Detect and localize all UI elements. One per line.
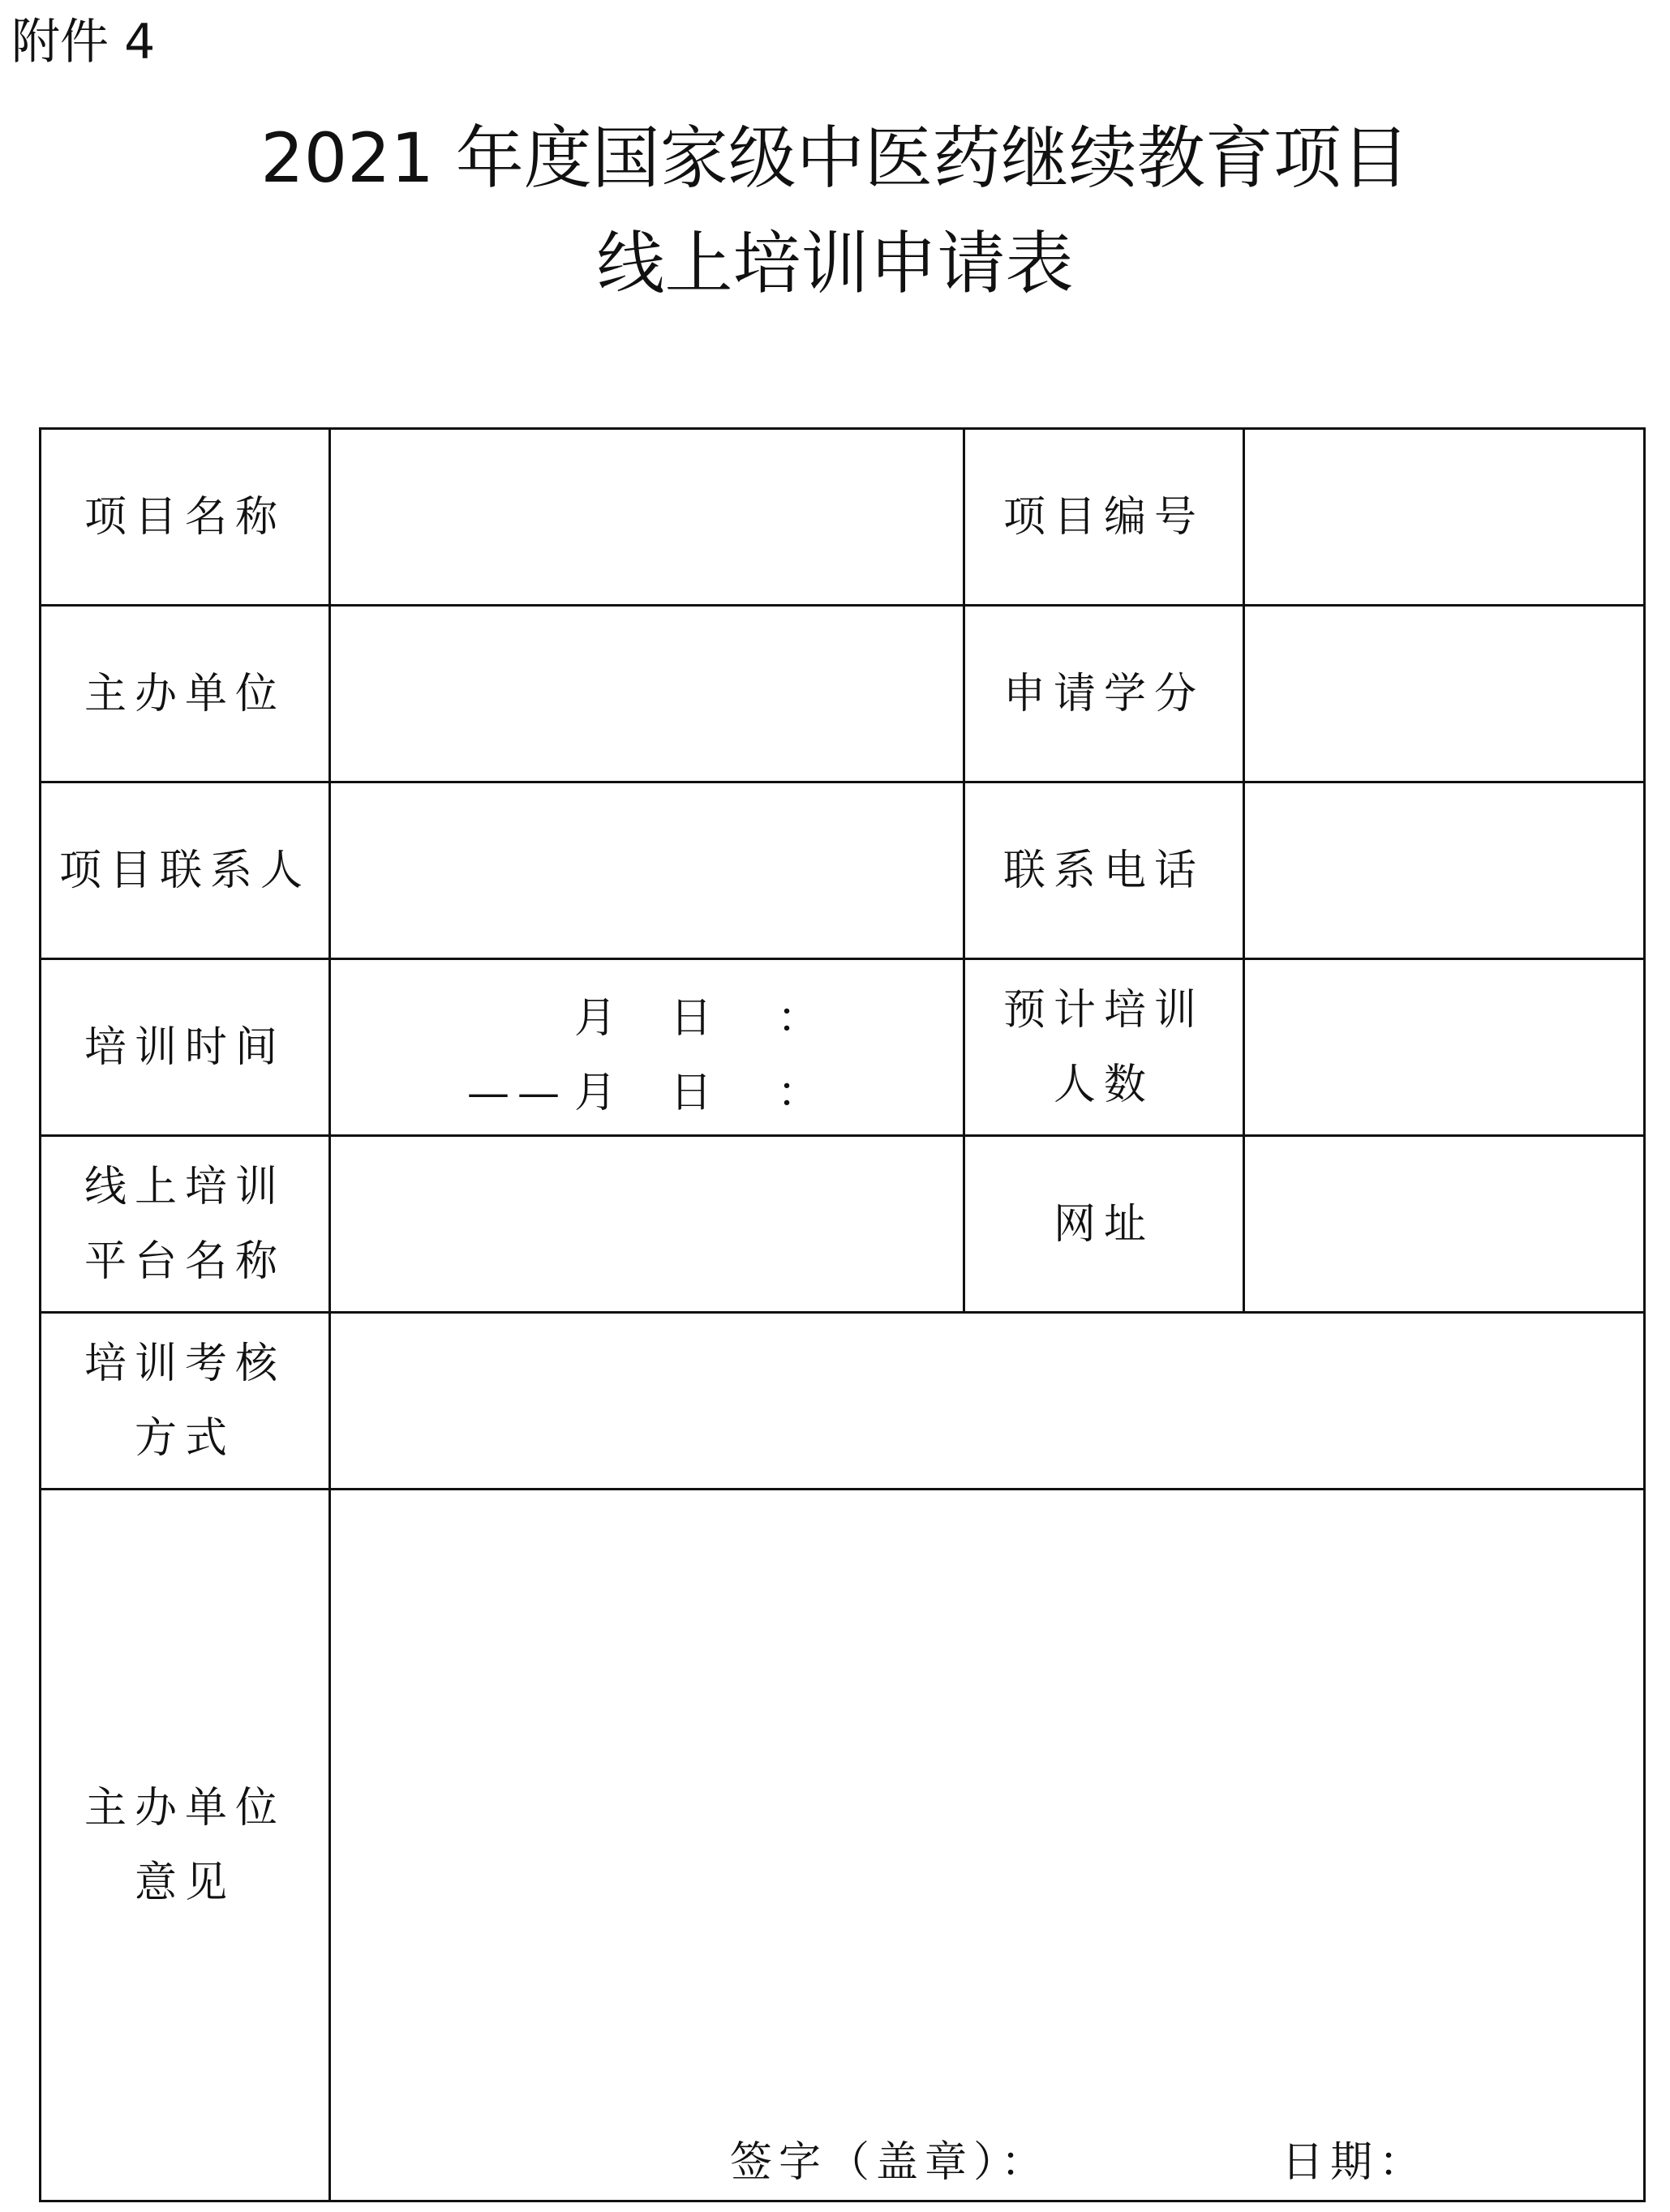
application-form-table [39, 427, 1646, 2202]
row-platform [41, 1136, 1645, 1313]
signature-row [331, 2125, 1643, 2200]
platform-field[interactable] [330, 1136, 964, 1313]
row-contact [41, 782, 1645, 959]
organizer-field[interactable] [330, 606, 964, 782]
document-subtitle: 线上培训申请表 [596, 224, 1074, 303]
url-field[interactable] [1244, 1136, 1645, 1313]
contact-person-label: 项目联系人 [41, 782, 330, 959]
assessment-label: 培训考核 方式 [41, 1313, 330, 1490]
project-number-field[interactable] [1244, 429, 1645, 606]
opinion-label: 主办单位 意见 [41, 1490, 330, 2201]
row-training-time [41, 959, 1645, 1136]
attachment-label: 附件 4 [11, 14, 156, 71]
training-time-end [331, 1056, 963, 1130]
contact-person-field[interactable] [330, 782, 964, 959]
signature-label: 签字（盖章）： [730, 2138, 1050, 2187]
training-time-label: 培训时间 [41, 959, 330, 1136]
time-range-dash: —— [467, 1069, 568, 1117]
training-time-start [331, 981, 963, 1056]
end-month-label: 月 [574, 1069, 625, 1117]
row-opinion [41, 1490, 1645, 2201]
start-month-label: 月 [574, 994, 625, 1043]
platform-label: 线上培训 平台名称 [41, 1136, 330, 1313]
url-label: 网址 [964, 1136, 1244, 1313]
end-colon: ： [777, 1069, 828, 1117]
expected-trainees-label: 预计培训 人数 [964, 959, 1244, 1136]
start-day-label: 日 [670, 994, 721, 1043]
project-number-label: 项目编号 [964, 429, 1244, 606]
organizer-label: 主办单位 [41, 606, 330, 782]
opinion-field[interactable] [330, 1490, 1645, 2201]
phone-label: 联系电话 [964, 782, 1244, 959]
start-colon: ： [777, 994, 828, 1043]
assessment-field[interactable] [330, 1313, 1645, 1490]
phone-field[interactable] [1244, 782, 1645, 959]
credits-field[interactable] [1244, 606, 1645, 782]
expected-trainees-field[interactable] [1244, 959, 1645, 1136]
end-day-label: 日 [670, 1069, 721, 1117]
training-time-field[interactable] [330, 959, 964, 1136]
document-title: 2021 年度国家级中医药继续教育项目 [260, 118, 1410, 198]
project-name-label: 项目名称 [41, 429, 330, 606]
row-organizer [41, 606, 1645, 782]
row-project-name [41, 429, 1645, 606]
project-name-field[interactable] [330, 429, 964, 606]
credits-label: 申请学分 [964, 606, 1244, 782]
row-assessment [41, 1313, 1645, 1490]
date-label: 日期： [1281, 2138, 1428, 2187]
